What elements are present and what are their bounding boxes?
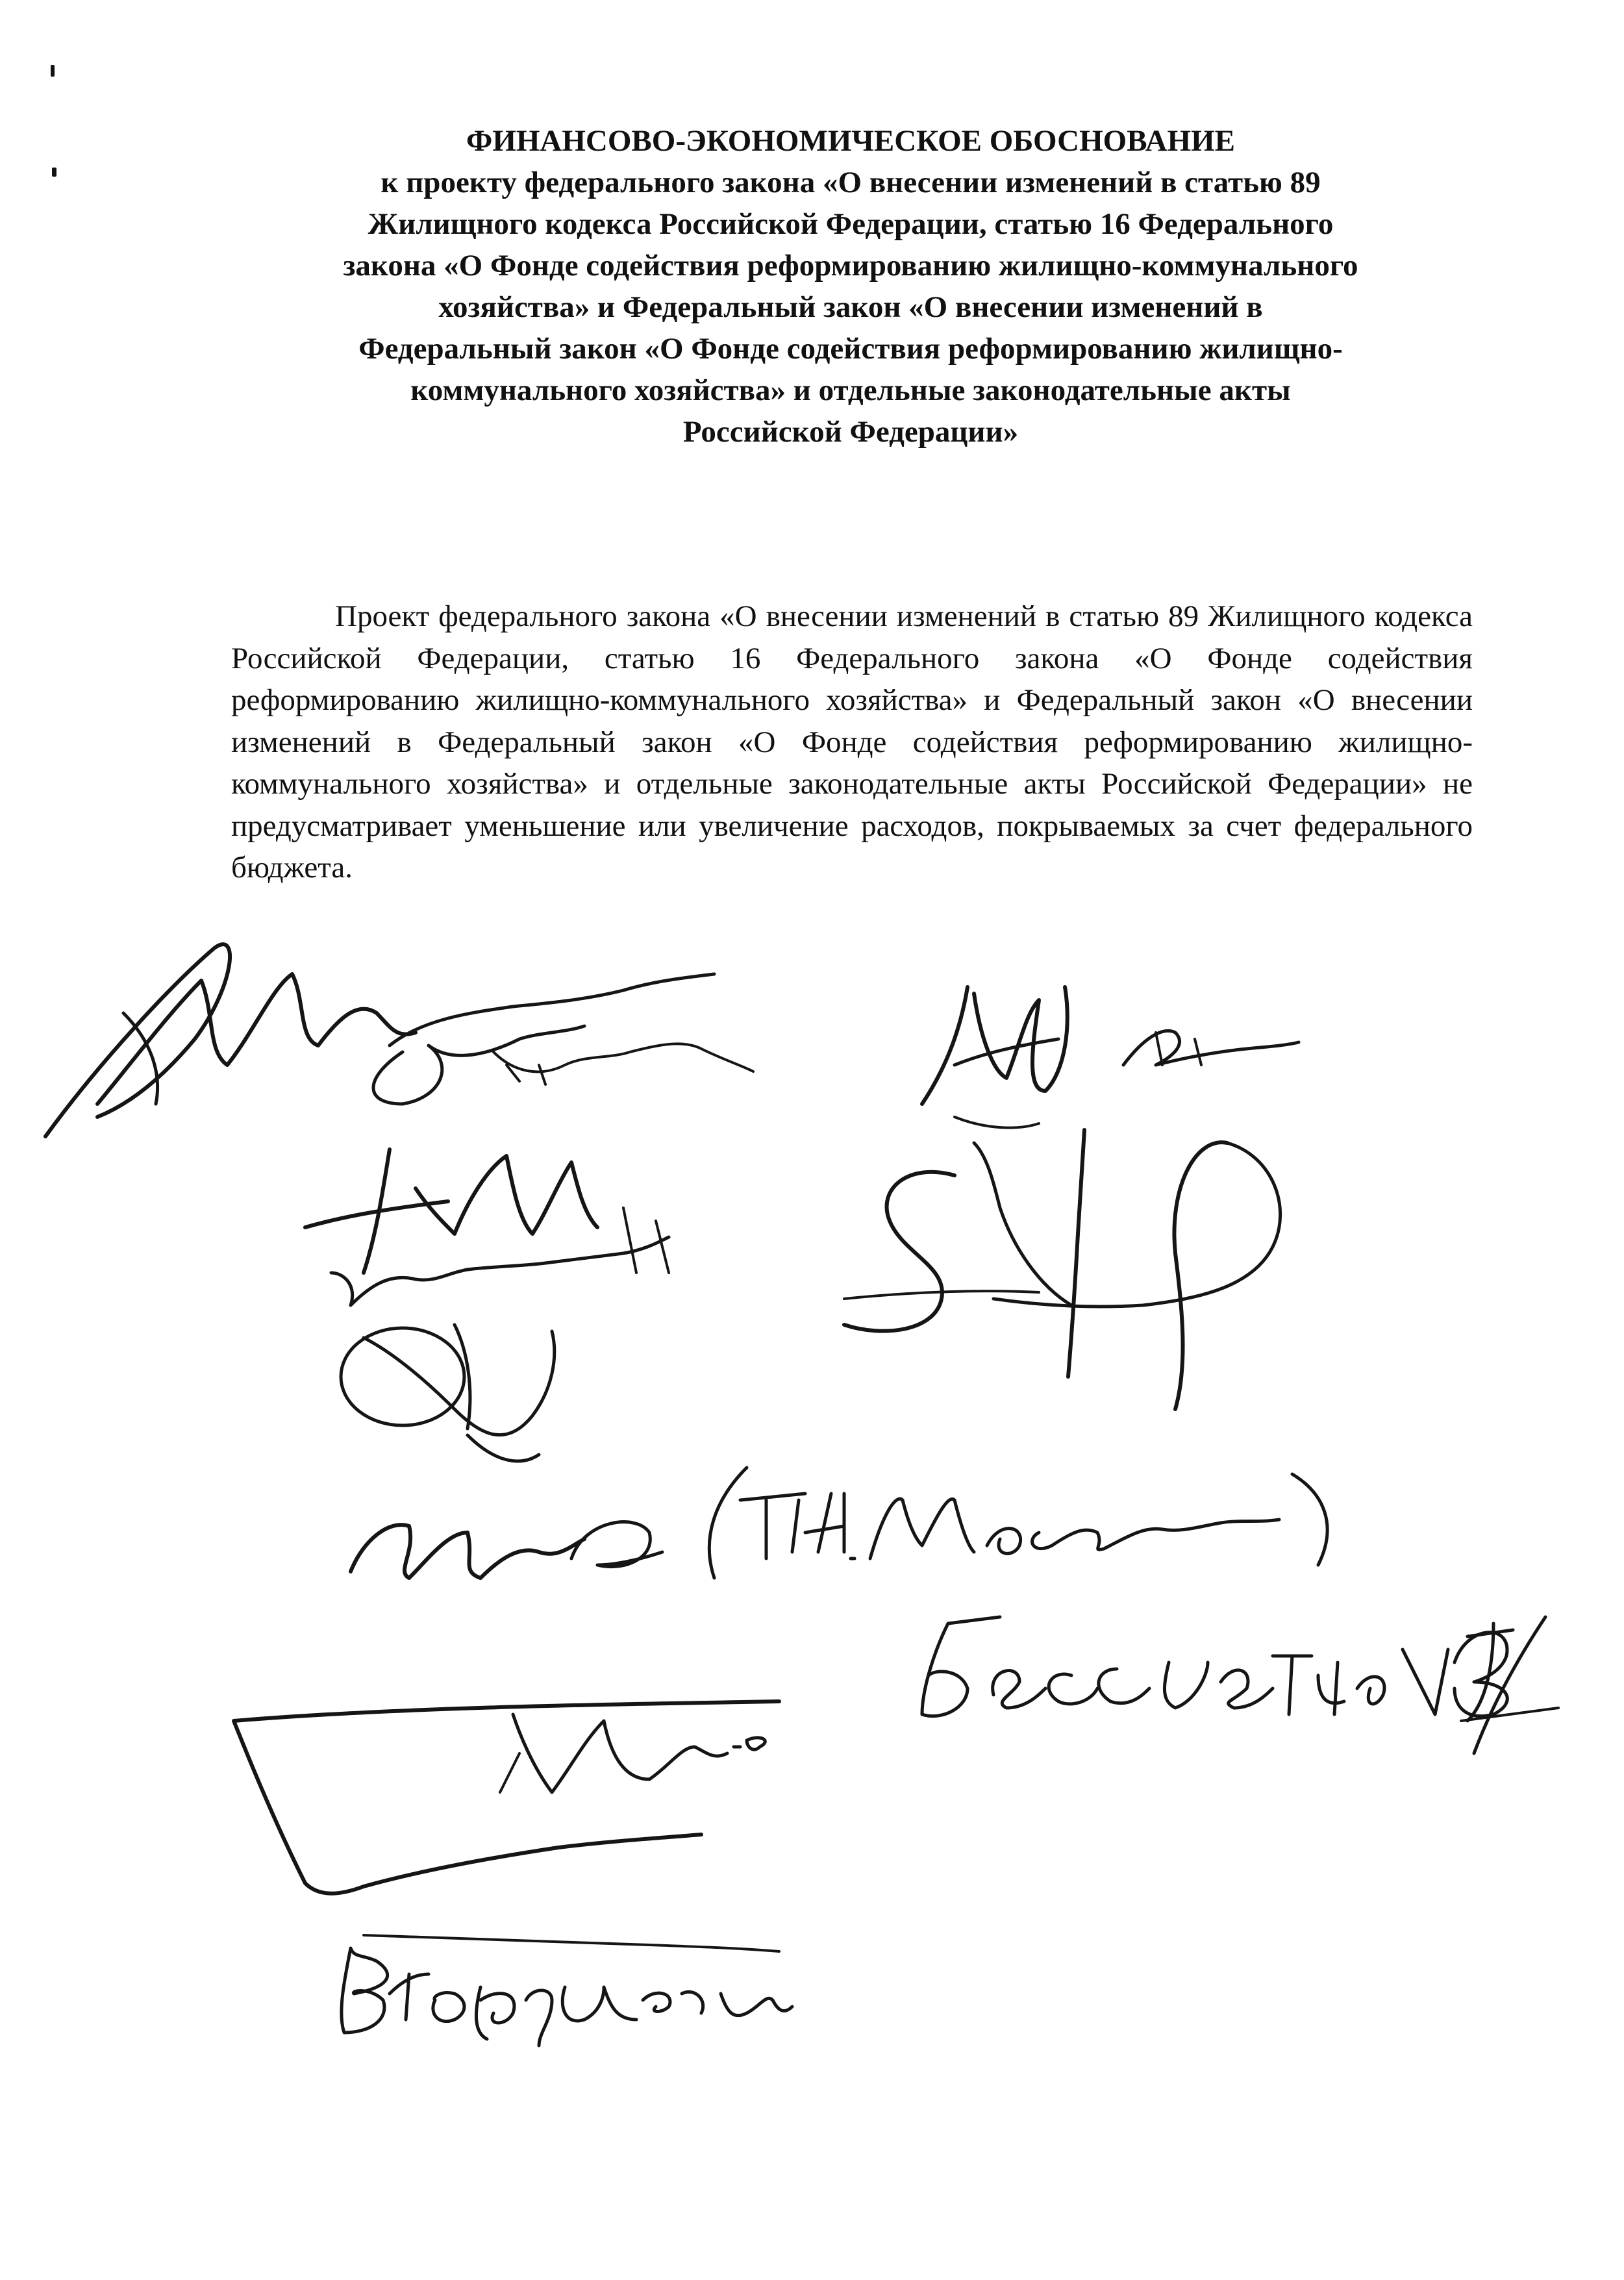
signature-1 (45, 944, 416, 1136)
title-line: хозяйства» и Федеральный закон «О внесении изменений в (438, 290, 1263, 324)
title-line: Российской Федерации» (682, 415, 1019, 449)
scan-artifact (51, 65, 55, 77)
signature-10 (234, 1701, 779, 1894)
title-line: ФИНАНСОВО-ЭКОНОМИЧЕСКОЕ ОБОСНОВАНИЕ (466, 124, 1236, 158)
signature-6 (341, 1325, 555, 1461)
title-line: коммунального хозяйства» и отдельные законодательные акты (410, 373, 1291, 407)
signature-9 (922, 1617, 1558, 1753)
title-line: Жилищного кодекса Российской Федерации, статью 16 Федерального (368, 207, 1334, 241)
title-line: Федеральный закон «О Фонде содействия реформированию жилищно- (358, 332, 1343, 366)
body-paragraph: Проект федерального закона «О внесении изменений в статью 89 Жилищного кодекса Российской Федерации, статью 16 Федерального закона «О Фонде содействия реформированию жилищно-коммунального хозяйства» и Федеральный закон «О внесении изменений в Федеральный закон «О Фонде содействия реформированию жилищно-коммунального хозяйства» и отдельные законодательные акты Российской Федерации» не предусматривает уменьшение или увеличение расходов, покрываемых за счет федерального бюджета. (231, 599, 1473, 884)
document-title (214, 120, 1487, 453)
signature-2 (373, 974, 753, 1104)
signature-8 (351, 1468, 1327, 1578)
signature-5 (305, 1149, 669, 1305)
title-line: к проекту федерального закона «О внесении изменений в статью 89 (381, 166, 1321, 199)
signature-11 (342, 1935, 792, 2046)
signature-7 (844, 1130, 1280, 1409)
scan-artifact (52, 168, 56, 177)
signature-4 (1123, 1031, 1299, 1065)
title-line: закона «О Фонде содействия реформированию жилищно-коммунального (343, 249, 1358, 282)
signature-3 (922, 987, 1068, 1128)
